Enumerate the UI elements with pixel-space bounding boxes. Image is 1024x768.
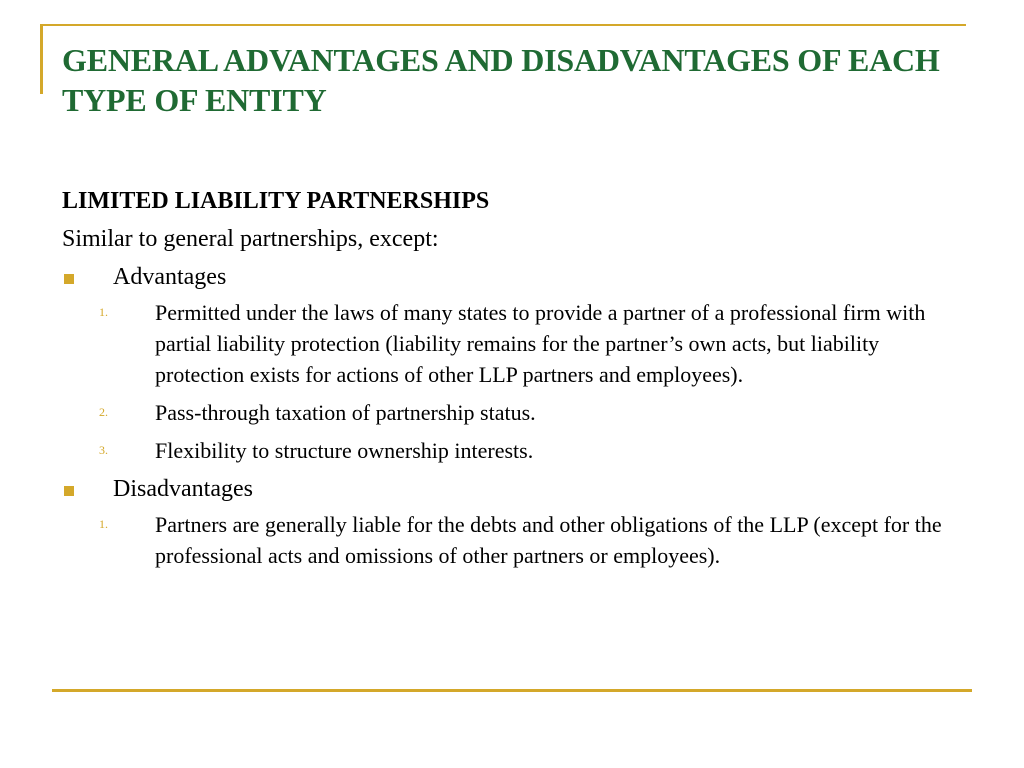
advantages-bullet [62, 261, 962, 293]
top-accent-line [40, 24, 966, 26]
list-item-text: Partners are generally liable for the debts and other obligations of the LLP (except for the professional acts and omissions of other partners or employees). [155, 512, 942, 568]
section-subheading: LIMITED LIABILITY PARTNERSHIPS [62, 188, 490, 214]
advantages-label: Advantages [113, 264, 227, 290]
list-number: 1. [99, 517, 108, 531]
disadvantages-list [62, 509, 962, 571]
list-item [62, 297, 962, 390]
list-item [62, 509, 962, 571]
square-bullet-icon [64, 486, 74, 496]
list-item [62, 435, 962, 466]
bottom-accent-line [52, 689, 972, 692]
square-bullet-icon [64, 274, 74, 284]
list-number: 1. [99, 305, 108, 319]
left-accent-line [40, 24, 43, 94]
intro-text: Similar to general partnerships, except: [62, 226, 439, 252]
list-item-text: Permitted under the laws of many states to provide a partner of a professional firm with partial liability protection (liability remains for the partner’s own acts, but liability protection exists for actions of other LLP partners and employees). [155, 300, 926, 387]
list-item-text: Pass-through taxation of partnership status. [155, 400, 536, 425]
list-number: 2. [99, 405, 108, 419]
disadvantages-bullet [62, 473, 962, 505]
slide-title: GENERAL ADVANTAGES AND DISADVANTAGES OF EACH TYPE OF ENTITY [62, 42, 940, 118]
advantages-list [62, 297, 962, 466]
list-item-text: Flexibility to structure ownership interests. [155, 438, 534, 463]
list-number: 3. [99, 443, 108, 457]
slide-body [62, 185, 962, 578]
disadvantages-label: Disadvantages [113, 476, 253, 502]
list-item [62, 397, 962, 428]
